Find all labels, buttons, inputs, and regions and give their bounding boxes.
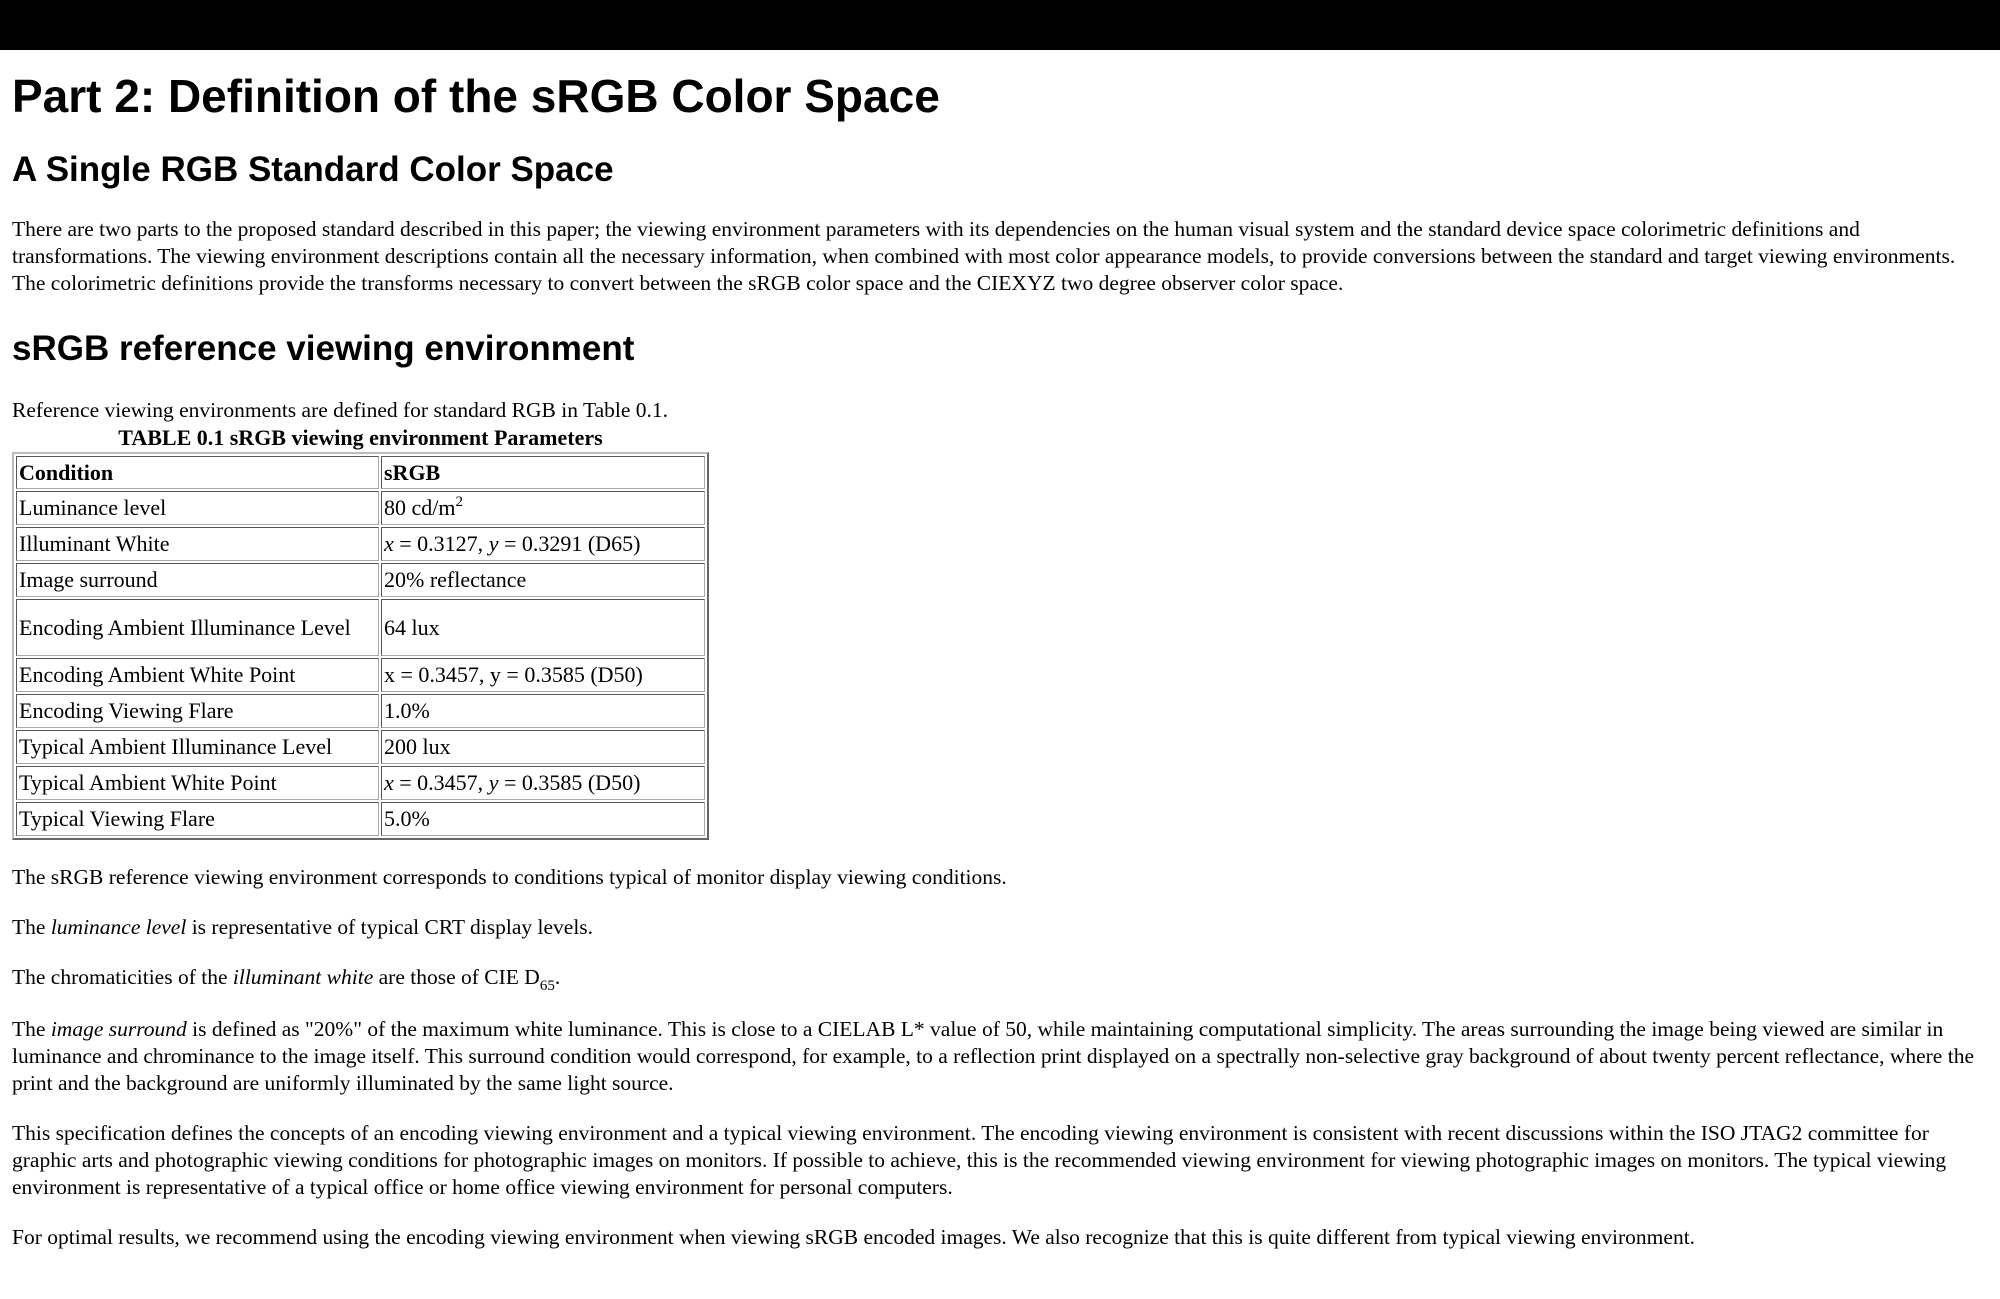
value-cell: 1.0% bbox=[381, 694, 705, 728]
table-row bbox=[16, 766, 705, 800]
column-header-condition: Condition bbox=[16, 456, 379, 489]
emphasis: illuminant white bbox=[232, 965, 374, 989]
reference-line: Reference viewing environments are defined for standard RGB in Table 0.1. bbox=[12, 398, 669, 422]
condition-cell: Encoding Viewing Flare bbox=[16, 694, 379, 728]
table-row bbox=[16, 599, 705, 656]
document-body bbox=[12, 50, 1988, 1251]
paragraph-luminance-level bbox=[12, 914, 1988, 941]
paragraph-illuminant-white bbox=[12, 964, 1988, 994]
table-row bbox=[16, 527, 705, 561]
y-variable: y bbox=[488, 770, 499, 795]
superscript: 2 bbox=[455, 494, 463, 510]
paragraph-reference-environment: The sRGB reference viewing environment corresponds to conditions typical of monitor display viewing conditions. bbox=[12, 865, 1007, 889]
viewing-environment-table bbox=[12, 424, 709, 840]
paragraph-encoding-environment: This specification defines the concepts of an encoding viewing environment and a typical viewing environment. The encoding viewing environment is consistent with recent discussions within the ISO JTAG2 committee for graphic arts and photographic viewing conditions for photographic images on monitors. If possible to achieve, this is the recommended viewing environment for viewing photographic images on monitors. The typical viewing environment is representative of a typical office or home office viewing environment for personal computers. bbox=[12, 1121, 1947, 1199]
condition-cell: Luminance level bbox=[16, 491, 379, 525]
table-row bbox=[16, 563, 705, 597]
value-cell: 64 lux bbox=[381, 599, 705, 656]
value-cell bbox=[381, 766, 705, 800]
value-cell bbox=[381, 527, 705, 561]
text: The chromaticities of the bbox=[12, 965, 233, 989]
condition-cell: Typical Ambient White Point bbox=[16, 766, 379, 800]
x-variable: x bbox=[384, 770, 394, 795]
condition-cell: Encoding Ambient Illuminance Level bbox=[16, 599, 379, 656]
emphasis: luminance level bbox=[50, 915, 187, 939]
top-black-bar bbox=[0, 0, 2000, 50]
subscript: 65 bbox=[539, 978, 555, 994]
text: . bbox=[554, 965, 561, 989]
value-cell bbox=[381, 491, 705, 525]
table-row bbox=[16, 491, 705, 525]
x-value: = 0.3457, bbox=[393, 770, 489, 795]
paragraph-optimal-results: For optimal results, we recommend using the encoding viewing environment when viewing sRGB encoded images. We also recognize that this is quite different from typical viewing environment. bbox=[12, 1225, 1696, 1249]
value-text: 80 cd/m bbox=[384, 495, 456, 520]
intro-paragraph: There are two parts to the proposed standard described in this paper; the viewing environment parameters with its dependencies on the human visual system and the standard device space colorimetric definitions and transformations. The viewing environment descriptions contain all the necessary information, when combined with most color appearance models, to provide conversions between the standard and target viewing environments. The colorimetric definitions provide the transforms necessary to convert between the sRGB color space and the CIEXYZ two degree observer color space. bbox=[12, 217, 1956, 295]
text: are those of CIE D bbox=[373, 965, 540, 989]
value-cell: 5.0% bbox=[381, 802, 705, 836]
emphasis: image surround bbox=[50, 1017, 187, 1041]
condition-cell: Image surround bbox=[16, 563, 379, 597]
condition-cell: Typical Viewing Flare bbox=[16, 802, 379, 836]
value-cell: 200 lux bbox=[381, 730, 705, 764]
paragraph-image-surround bbox=[12, 1016, 1988, 1097]
table-row bbox=[16, 694, 705, 728]
table-row bbox=[16, 730, 705, 764]
y-value: = 0.3291 (D65) bbox=[498, 531, 641, 556]
page-title: Part 2: Definition of the sRGB Color Space bbox=[12, 70, 940, 122]
text: The bbox=[12, 915, 51, 939]
table-row bbox=[16, 802, 705, 836]
condition-cell: Illuminant White bbox=[16, 527, 379, 561]
table-caption: TABLE 0.1 sRGB viewing environment Parameters bbox=[118, 425, 603, 450]
text: is defined as "20%" of the maximum white luminance. This is close to a CIELAB L* value of 50, while maintaining computational simplicity. The areas surrounding the image being viewed are similar in luminance and chrominance to the image itself. This surround condition would correspond, for example, to a reflection print displayed on a spectrally non-selective gray background of about twenty percent reflectance, where the print and the background are uniformly illuminated by the same light source. bbox=[12, 1017, 1974, 1095]
section-heading-rgb-standard: A Single RGB Standard Color Space bbox=[12, 150, 614, 189]
y-value: = 0.3585 (D50) bbox=[498, 770, 641, 795]
condition-cell: Typical Ambient Illuminance Level bbox=[16, 730, 379, 764]
column-header-srgb: sRGB bbox=[381, 456, 705, 489]
y-variable: y bbox=[488, 531, 499, 556]
table-row bbox=[16, 658, 705, 692]
value-cell: 20% reflectance bbox=[381, 563, 705, 597]
value-cell: x = 0.3457, y = 0.3585 (D50) bbox=[381, 658, 705, 692]
x-variable: x bbox=[384, 531, 394, 556]
table-header-row bbox=[16, 456, 705, 489]
section-heading-viewing-environment: sRGB reference viewing environment bbox=[12, 329, 635, 368]
text: is representative of typical CRT display levels. bbox=[186, 915, 594, 939]
condition-cell: Encoding Ambient White Point bbox=[16, 658, 379, 692]
text: The bbox=[12, 1017, 51, 1041]
x-value: = 0.3127, bbox=[393, 531, 489, 556]
